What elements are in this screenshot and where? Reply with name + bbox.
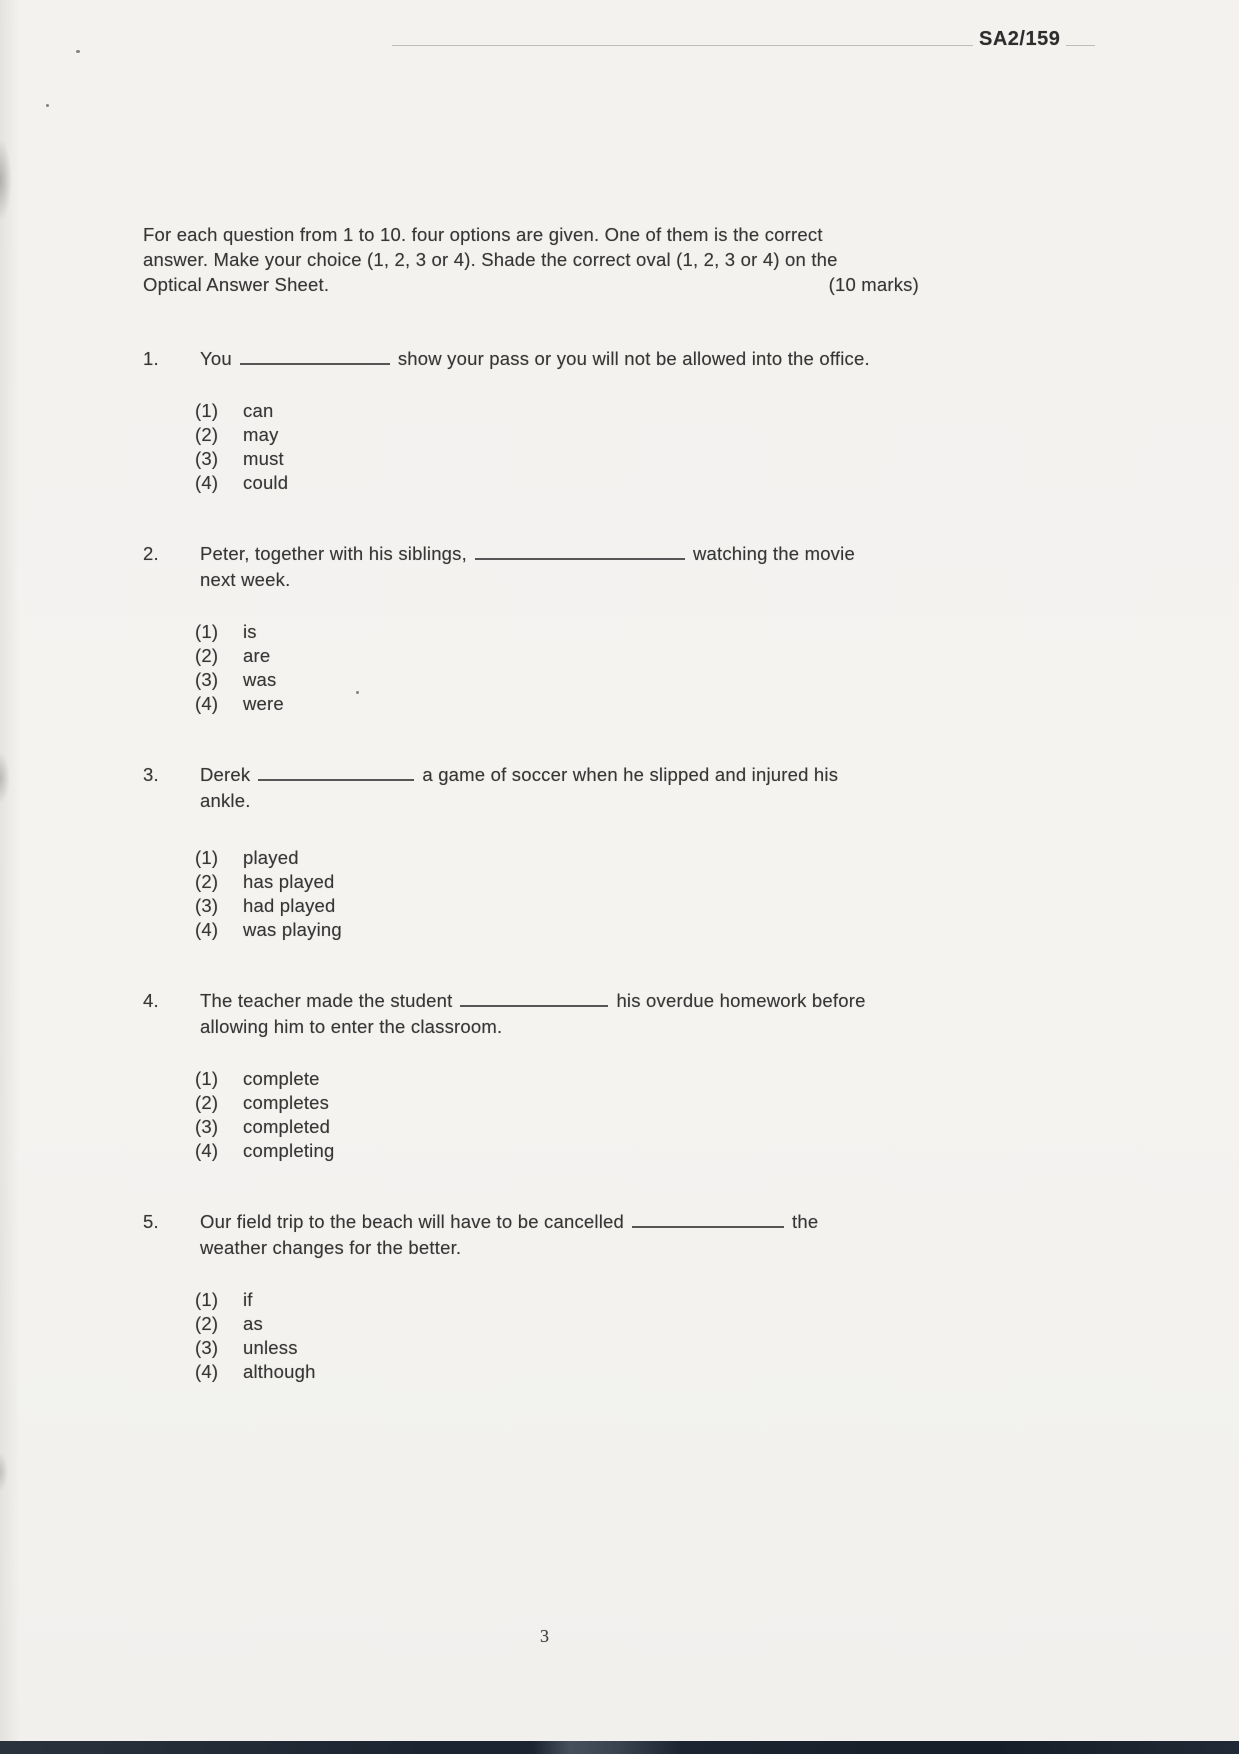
option [195, 620, 1239, 644]
option [195, 1312, 1239, 1336]
question-sentence [143, 346, 1239, 372]
option-label: completed [243, 1116, 331, 1137]
scan-edge-strip [0, 1741, 1239, 1754]
option-label: can [243, 400, 274, 421]
option-label: has played [243, 871, 335, 892]
question-list [143, 346, 1239, 1384]
question-text-continuation: next week. [200, 569, 291, 590]
page-number: 3 [540, 1626, 549, 1646]
option-label: although [243, 1361, 316, 1382]
instructions-line: Optical Answer Sheet. [143, 274, 330, 295]
option-label: may [243, 424, 279, 445]
option-label: played [243, 847, 299, 868]
option-label: was [243, 669, 277, 690]
option-label: completing [243, 1140, 335, 1161]
option-label: is [243, 621, 257, 642]
question-text-after-blank: watching the movie [692, 543, 855, 564]
option [195, 692, 1239, 716]
question-number: 1. [143, 348, 159, 369]
option [195, 894, 1239, 918]
option-number: (1) [195, 621, 219, 642]
option [195, 918, 1239, 942]
question-number: 5. [143, 1211, 159, 1232]
option [195, 1139, 1239, 1163]
option [195, 1115, 1239, 1139]
option-label: could [243, 472, 289, 493]
instructions-line: For each question from 1 to 10. four options are given. One of them is the correct [143, 224, 823, 245]
option-label: if [243, 1289, 253, 1310]
option [195, 870, 1239, 894]
option-number: (2) [195, 1092, 219, 1113]
option-label: complete [243, 1068, 320, 1089]
option [195, 1360, 1239, 1384]
option-number: (2) [195, 645, 219, 666]
option-label: are [243, 645, 271, 666]
option-number: (4) [195, 693, 219, 714]
option-number: (1) [195, 1068, 219, 1089]
answer-blank [258, 762, 414, 781]
question-text [200, 346, 870, 372]
option-list [195, 846, 1239, 942]
option-label: had played [243, 895, 336, 916]
option-number: (4) [195, 919, 219, 940]
question-number: 3. [143, 764, 159, 785]
option [195, 668, 1239, 692]
question-text-continuation: weather changes for the better. [200, 1237, 462, 1258]
instructions-block [143, 222, 933, 297]
question-text-before-blank: Derek [200, 764, 251, 785]
option-number: (2) [195, 424, 219, 445]
option [195, 846, 1239, 870]
option-number: (1) [195, 1289, 219, 1310]
question-text [200, 762, 838, 788]
option-label: completes [243, 1092, 330, 1113]
question-sentence [143, 541, 1239, 567]
question [143, 541, 1239, 716]
answer-blank [240, 346, 390, 365]
option-label: unless [243, 1337, 298, 1358]
option-list [195, 1288, 1239, 1384]
option-list [195, 620, 1239, 716]
option [195, 1067, 1239, 1091]
question-sentence [143, 762, 1239, 788]
option-number: (3) [195, 448, 219, 469]
question-text-after-blank: the [792, 1211, 819, 1232]
question-text [200, 541, 855, 567]
question-number: 4. [143, 990, 159, 1011]
marks-label: (10 marks) [828, 274, 919, 295]
scan-artifact [0, 1452, 8, 1492]
question [143, 988, 1239, 1163]
option [195, 399, 1239, 423]
option-number: (4) [195, 1361, 219, 1382]
question-text [200, 988, 866, 1014]
option-number: (2) [195, 871, 219, 892]
instructions-line: answer. Make your choice (1, 2, 3 or 4). Shade the correct oval (1, 2, 3 or 4) on the [143, 249, 838, 270]
option-number: (2) [195, 1313, 219, 1334]
question-text-before-blank: You [200, 348, 232, 369]
question-text-after-blank: a game of soccer when he slipped and injured his [422, 764, 839, 785]
option [195, 644, 1239, 668]
option-number: (4) [195, 1140, 219, 1161]
question [143, 762, 1239, 942]
question-text-after-blank: show your pass or you will not be allowed into the office. [397, 348, 870, 369]
option [195, 447, 1239, 471]
answer-blank [460, 988, 608, 1007]
option-list [195, 1067, 1239, 1163]
question-number: 2. [143, 543, 159, 564]
answer-blank [632, 1209, 784, 1228]
option [195, 423, 1239, 447]
option-label: were [243, 693, 284, 714]
question-text-before-blank: Our field trip to the beach will have to be cancelled [200, 1211, 625, 1232]
option-number: (3) [195, 895, 219, 916]
question-text-continuation: ankle. [200, 790, 251, 811]
option-number: (3) [195, 1116, 219, 1137]
question-text-before-blank: The teacher made the student [200, 990, 453, 1011]
option-label: was playing [243, 919, 342, 940]
question-sentence [143, 988, 1239, 1014]
answer-blank [475, 541, 685, 560]
question [143, 1209, 1239, 1384]
question-text-after-blank: his overdue homework before [616, 990, 866, 1011]
option [195, 1336, 1239, 1360]
option-number: (3) [195, 1337, 219, 1358]
option [195, 1091, 1239, 1115]
question-sentence [143, 1209, 1239, 1235]
option-label: must [243, 448, 284, 469]
question-text [200, 1209, 818, 1235]
document-code: SA2/159 [973, 28, 1066, 51]
option-label: as [243, 1313, 263, 1334]
option-number: (4) [195, 472, 219, 493]
option-number: (1) [195, 847, 219, 868]
option-list [195, 399, 1239, 495]
option-number: (3) [195, 669, 219, 690]
option [195, 471, 1239, 495]
option-number: (1) [195, 400, 219, 421]
question-text-continuation: allowing him to enter the classroom. [200, 1016, 503, 1037]
question [143, 346, 1239, 495]
option [195, 1288, 1239, 1312]
question-text-before-blank: Peter, together with his siblings, [200, 543, 467, 564]
